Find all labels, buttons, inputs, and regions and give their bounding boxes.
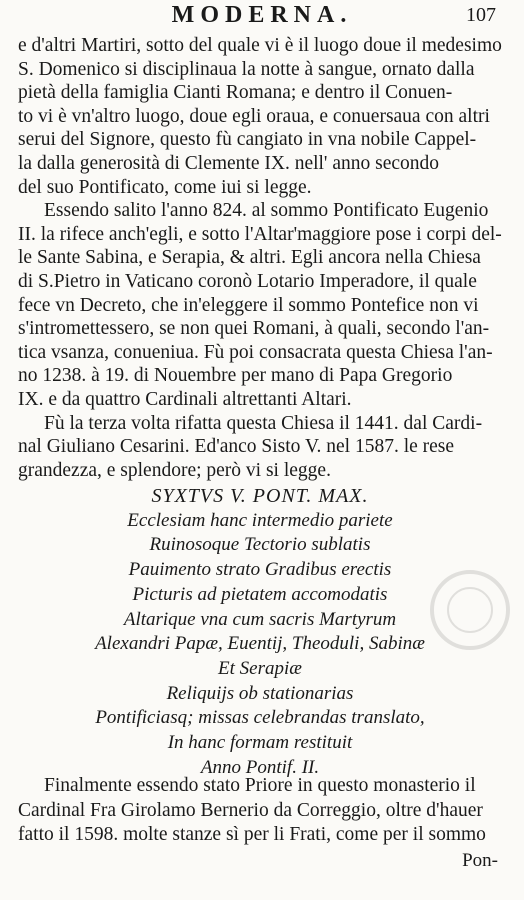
text-line: serui del Signore, questo fù cangiato in vna nobile Cappel- [18,129,477,151]
latin-inscription [18,484,502,780]
text-line: di S.Pietro in Vaticano coronò Lotario Imperadore, il quale [18,270,477,292]
text-line: fece vn Decreto, che in'eleggere il sommo Pontefice non vi [18,294,479,316]
inscription-line: Altarique vna cum sacris Martyrum [123,608,397,630]
inscription-line: Reliquijs ob stationarias [166,682,354,704]
inscription-line: Ruinosoque Tectorio sublatis [149,534,371,556]
page-header [0,2,524,32]
text-line: II. la rifece anch'egli, e sotto l'Altar'maggiore pose i corpi del- [18,223,502,245]
text-line: to vi è vn'altro luogo, doue egli oraua, e conuersaua con altri [18,105,490,127]
text-line: S. Domenico si disciplinaua la notte à sangue, ornato dalla [18,58,475,80]
text-line: la dalla generosità di Clemente IX. nell' anno secondo [18,152,440,174]
inscription-line: Et Serapiæ [218,657,302,679]
body-text [18,34,502,482]
text-line: grandezza, e splendore; però vi si legge. [18,459,331,481]
paragraph-start-line: Essendo salito l'anno 824. al sommo Pontificato Eugenio [44,200,489,222]
running-title: MODERNA. [171,2,353,28]
text-line: nal Giuliano Cesarini. Ed'anco Sisto V. nel 1587. le rese [18,436,455,458]
closing-paragraph [18,774,502,848]
inscription-line: In hanc formam restituit [167,732,353,754]
inscription-heading: SYXTVS V. PONT. MAX. [151,485,369,507]
inscription-line: Ecclesiam hanc intermedio pariete [127,509,393,531]
text-line: fatto il 1598. molte stanze sì per li Frati, come per il sommo [18,824,486,845]
inscription-line: Pauimento strato Gradibus erectis [128,559,392,581]
inscription-line: Alexandri Papæ, Euentij, Theoduli, Sabinæ [95,633,425,655]
page-number: 107 [466,4,496,26]
paragraph-start-line: Fù la terza volta rifatta questa Chiesa il 1441. dal Cardi- [44,412,483,434]
inscription-line: Picturis ad pietatem accomodatis [132,583,388,605]
text-line: s'intromettessero, se non quei Romani, à quali, secondo l'an- [18,318,490,340]
text-line: le Sante Sabina, e Serapia, & altri. Egli ancora nella Chiesa [18,247,481,269]
text-line: Cardinal Fra Girolamo Bernerio da Correggio, oltre d'hauer [18,799,483,821]
catchword: Pon- [462,850,498,871]
paragraph-start-line: Finalmente essendo stato Priore in questo monasterio il [44,775,476,796]
text-line: no 1238. à 19. di Nouembre per mano di Papa Gregorio [18,365,453,387]
inscription-line: Anno Pontif. II. [200,756,320,778]
text-line: tica vsanza, conueniua. Fù poi consacrata questa Chiesa l'an- [18,341,493,363]
text-line: IX. e da quattro Cardinali altrettanti Altari. [18,388,352,410]
text-line: del suo Pontificato, come iui si legge. [18,176,312,198]
inscription-line: Pontificiasq; missas celebrandas translato, [95,707,425,729]
text-line: e d'altri Martiri, sotto del quale vi è il luogo doue il medesimo [18,35,502,56]
text-line: pietà della famiglia Cianti Romana; e dentro il Conuen- [18,82,453,104]
